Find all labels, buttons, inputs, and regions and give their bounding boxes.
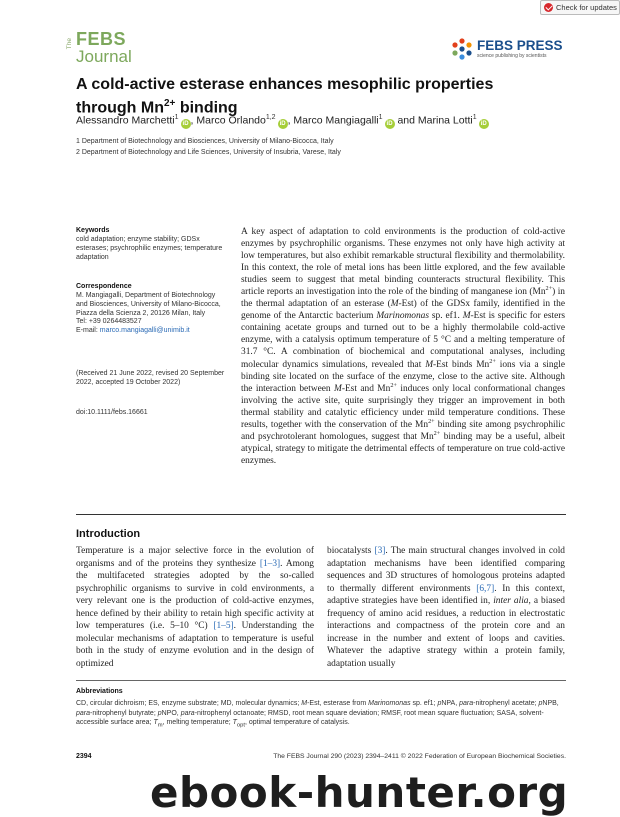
- abstract: A key aspect of adaptation to cold environments is the production of cold-active enzymes by psychrophilic organisms. These enzymes not only have high activity at low temperatures, but also exhibit remarkable structural flexibility and thermolability. In this context, the role of metal ions has been little explored, and the few available studies seem to suggest that metal binding counteracts structural flexibility. This article reports an investigation into the role of the binding of manganese ion $(Mn^{2+})$ in the thermal adaptation of an esterase (M-Est) of the GDSx family, identified in the genome of the Antarctic bacterium Marinomonas sp. ef1. M-Est is specific for esters containing acetate groups and turned out to be a highly thermolabile cold-active enzyme, with a catalysis optimum temperature of 5 °C and a melting temperature of 31.7 °C. A combination of biochemical and computational analyses, including molecular dynamics simulations, revealed that M-Est binds $Mn^{2+}$ ions via a single binding site located on the surface of the enzyme, close to the active site. Although the interaction between M-Est and $Mn^{2+}$ induces only local conformational changes involving the active site, quite surprisingly they trigger an improvement in both thermal stability and catalytic efficiency under mild temperature conditions. These results, together with the conservation of the $Mn^{2+}$ binding site among psychrophilic and psychrotolerant homologues, suggest that $Mn^{2+}$ binding may be a useful, albeit atypical, strategy to mitigate the detrimental effects of temperature on true cold-active enzymes.: [241, 227, 566, 466]
- reference-link[interactable]: [6,7]: [476, 583, 495, 594]
- introduction-column-2: biocatalysts [3]. The main structural changes involved in cold adaptation mechanisms have been identified comparing sequences and 3D structures of homologous proteins adapted to thermally different environments [6,7]. In this context, adaptive strategies have been identified in, inter alia, a biased frequency of amino acid residues, a reduction in electrostatic interactions and compactness of the protein core and an increase in the number and extent of loops and cavities. Whatever the adaptive strategy within a protein family, adaptation usually: [327, 546, 565, 669]
- febs-press-logo: [450, 36, 568, 62]
- telephone: Tel: +39 0264483527: [76, 318, 142, 326]
- febs-journal-logo: [62, 26, 136, 66]
- reference-link[interactable]: [1–3]: [259, 558, 281, 569]
- logo-journal: Journal: [76, 47, 132, 66]
- author-list: Alessandro Marchetti$^1$iD , Marco Orlando$^{1,2}$iD , Marco Mangiagalli$^1$iD and Marina Lotti$^1$iD: [76, 114, 487, 127]
- abbreviations-text: CD, circular dichroism; ES, enzyme substrate; MD, molecular dynamics; M-Est, esterase from Marinomonas sp. ef1; pNPA, para-nitrophenyl acetate; pNPB, para-nitrophenyl butyrate; pNPO, para-nitrophenyl octanoate; RMSD, root mean square deviation; RMSF, root mean square fluctuation; SASA, solvent-accessible surface area; $T_m$, melting temperature; $T_{opt}$, optimal temperature of catalysis.: [76, 700, 559, 729]
- febs-press-tagline: science publishing by scientists: [477, 53, 547, 59]
- check-for-updates-button[interactable]: [540, 0, 620, 15]
- keywords-text: cold adaptation; enzyme stability; GDSx esterases; psychrophilic enzymes; temperature adaptation: [76, 236, 223, 261]
- febs-press-name: FEBS PRESS: [477, 38, 563, 53]
- introduction-column-1: Temperature is a major selective force in the evolution of organisms and of the proteins they synthesize [1–3]. Among the multifaceted strategies adopted by the so-called psychrophilic organisms to survive in cold environments, a very relevant one is the production of cold-active enzymes, hence defined by their ability to retain high specific activity at low temperatures (i.e. 5–10 °C) [1–5]. Understanding the molecular mechanisms of adaptation to temperature is useful both in the study of enzyme evolution and in the design of optimized: [76, 546, 314, 669]
- check-updates-label: Check for updates: [556, 3, 617, 12]
- footer-citation: The FEBS Journal 290 (2023) 2394–2411 © 2022 Federation of European Biochemical Societies.: [273, 753, 566, 760]
- doi[interactable]: doi:10.1111/febs.16661: [76, 409, 148, 416]
- orcid-icon[interactable]: iD: [279, 120, 286, 127]
- orcid-icon[interactable]: iD: [182, 120, 189, 127]
- correspondence-heading: Correspondence: [76, 283, 132, 290]
- article-title: A cold-active esterase enhances mesophilic properties through $Mn^{2+}$ binding: [76, 76, 494, 117]
- section-divider: [76, 514, 566, 515]
- orcid-icon[interactable]: iD: [480, 120, 487, 127]
- febs-press-dots-icon: [450, 37, 474, 61]
- author-name[interactable]: Alessandro Marchetti: [76, 114, 175, 127]
- author-name[interactable]: Marco Mangiagalli: [293, 114, 379, 127]
- reference-link[interactable]: [1–5]: [213, 621, 234, 631]
- keywords-heading: Keywords: [76, 227, 110, 234]
- logo-the: The: [66, 38, 73, 50]
- page-number: 2394: [76, 753, 92, 760]
- correspondence-text: M. Mangiagalli, Department of Biotechnology and Biosciences, University of Milano-Bicocca, Piazza della Scienza 2, 20126 Milan, Italy Tel: +39 0264483527 E-mail: marco.mangiagalli@unimib.it: [76, 292, 221, 335]
- received-dates: (Received 21 June 2022, revised 20 September 2022, accepted 19 October 2022): [76, 370, 225, 386]
- abbreviations-heading: Abbreviations: [76, 688, 123, 695]
- reference-link[interactable]: [3]: [374, 546, 386, 556]
- author-name[interactable]: Marco Orlando: [196, 114, 266, 127]
- affiliation-1: 1 Department of Biotechnology and Biosciences, University of Milano-Bicocca, Italy: [76, 138, 334, 145]
- logo-febs: FEBS: [76, 29, 127, 49]
- email-link[interactable]: marco.mangiagalli@unimib.it: [99, 327, 190, 335]
- check-updates-icon: [544, 3, 553, 12]
- watermark: ebook-hunter.org: [150, 768, 569, 817]
- author-name[interactable]: Marina Lotti: [417, 114, 473, 127]
- introduction-heading: Introduction: [76, 528, 141, 540]
- affiliation-2: 2 Department of Biotechnology and Life Sciences, University of Insubria, Varese, Italy: [76, 149, 341, 156]
- abbreviations-divider: [76, 680, 566, 681]
- orcid-icon[interactable]: iD: [386, 120, 393, 127]
